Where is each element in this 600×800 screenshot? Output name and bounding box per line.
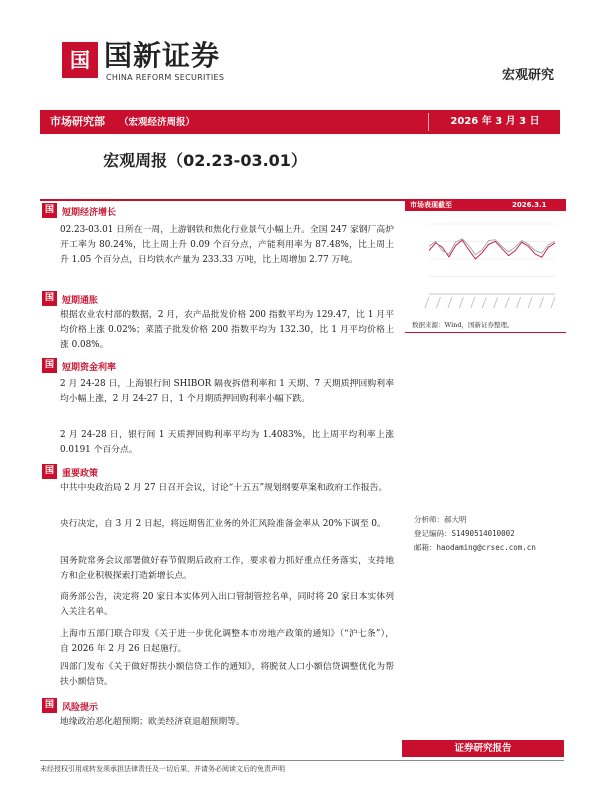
chart-x-tick xyxy=(517,297,521,308)
chart-x-tick xyxy=(471,297,475,308)
chart-x-tick xyxy=(540,297,544,308)
section-paragraph: 中共中央政治局 2 月 27 日召开会议，讨论“十五五”规划纲要草案和政府工作报告。 xyxy=(60,483,388,493)
section-paragraph: 国务院常务会议部署做好春节假期后政府工作，要求着力抓好重点任务落实，支持地方和企业积极探索打造新增长点。 xyxy=(60,556,394,582)
section-paragraph: 02.23-03.01 日所在一周，上游钢铁和焦化行业景气小幅上升。全国 247 家钢厂高炉开工率为 80.24%，比上周上升 0.09 个百分点，产能利用率为 87.48%，比上周上升 1.05 个百分点，日均铁水产量为 233.33 万吨，比上周增加 2.77 万吨。 xyxy=(60,225,394,266)
section-paragraph: 2 月 24-28 日，上海银行间 SHIBOR 隔夜拆借利率和 1 天期、7 天期质押回购利率均小幅上涨，2 月 24-27 日，1 个月期质押回购利率小幅下跌。 xyxy=(60,379,394,405)
footer-disclaimer: 未经授权引用或转发须承担法律责任及一切后果，并请务必阅读文后的免责声明 xyxy=(40,765,285,773)
chart-x-tick xyxy=(482,297,486,308)
brand-logo-mark xyxy=(62,42,98,78)
market-chart xyxy=(405,212,566,317)
category-label: （宏观经济周报） xyxy=(119,117,196,128)
section-paragraph: 地缘政治恶化超预期；欧美经济衰退超预期等。 xyxy=(60,717,245,727)
chart-x-tick xyxy=(551,297,555,308)
footer-badge: 证券研究报告 xyxy=(454,743,512,754)
report-date: 2026 年 3 月 3 日 xyxy=(450,116,540,127)
brand-name-cn: 国新证券 xyxy=(104,39,221,72)
section-title: 短期经济增长 xyxy=(62,208,117,218)
page-title: 宏观周报（02.23-03.01） xyxy=(103,151,307,170)
department-label: 市场研究部 xyxy=(50,115,105,128)
section-paragraph: 央行决定，自 3 月 2 日起，将远期售汇业务的外汇风险准备金率从 20%下调至 0。 xyxy=(60,519,386,529)
header-bar-left xyxy=(50,110,195,134)
chart-x-tick xyxy=(448,297,452,308)
brand-logo-glyph: 国 xyxy=(70,48,90,72)
chart-x-tick xyxy=(505,297,509,308)
section-icon: 国 xyxy=(42,203,57,218)
section-title: 短期通胀 xyxy=(62,296,99,306)
chart-series-line-1 xyxy=(429,239,555,255)
section-paragraph: 上海市五部门联合印发《关于进一步优化调整本市房地产政策的通知》（“沪七条”），自 2026 年 2 月 26 日起施行。 xyxy=(60,629,394,655)
section-paragraph: 根据农业农村部的数据，2 月，农产品批发价格 200 指数平均为 129.47，比 1 月平均价格上涨 0.02%；菜篮子批发价格 200 指数平均为 132.30，比 1 月平均价格上涨 0.08%。 xyxy=(60,310,394,351)
report-type: 宏观研究 xyxy=(501,68,554,83)
chart-x-tick xyxy=(528,297,532,308)
title-underline xyxy=(40,199,405,201)
section-title: 短期资金利率 xyxy=(62,363,117,373)
section-icon: 国 xyxy=(42,291,57,306)
section-icon: 国 xyxy=(42,464,57,479)
section-paragraph: 四部门发布《关于做好帮扶小额信贷工作的通知》，将脱贫人口小额信贷调整优化为帮扶小额信贷。 xyxy=(60,662,394,688)
analyst-license: 登记编码：S1490514010002 xyxy=(414,529,515,538)
chart-x-tick xyxy=(425,297,429,308)
chart-x-tick xyxy=(494,297,498,308)
section-title: 重要政策 xyxy=(62,469,99,479)
brand-name-en: CHINA REFORM SECURITIES xyxy=(106,73,225,82)
chart-source: 数据来源：Wind，国新证券整理。 xyxy=(412,321,514,329)
section-icon: 国 xyxy=(42,358,57,373)
chart-x-tick xyxy=(459,297,463,308)
section-title: 风险提示 xyxy=(62,703,99,713)
analyst-name: 分析师：郝大明 xyxy=(414,515,467,524)
section-paragraph: 商务部公告，决定将 20 家日本实体列入出口管制管控名单，同时将 20 家日本实体列入关注名单。 xyxy=(60,592,394,618)
section-paragraph: 2 月 24-28 日，银行间 1 天质押回购利率平均为 1.4083%，比上周平均利率上涨 0.0191 个百分点。 xyxy=(60,430,394,456)
chart-title: 市场表现截至 xyxy=(410,201,452,209)
footer-rule xyxy=(40,760,564,761)
analyst-email: 邮箱：haodaming@crsec.com.cn xyxy=(414,543,536,552)
chart-bottom-rule xyxy=(405,332,566,333)
chart-x-tick xyxy=(436,297,440,308)
section-icon: 国 xyxy=(42,698,57,713)
chart-series-line-0 xyxy=(429,240,555,259)
header-bar-divider xyxy=(428,113,429,131)
chart-date: 2026.3.1 xyxy=(512,201,547,209)
